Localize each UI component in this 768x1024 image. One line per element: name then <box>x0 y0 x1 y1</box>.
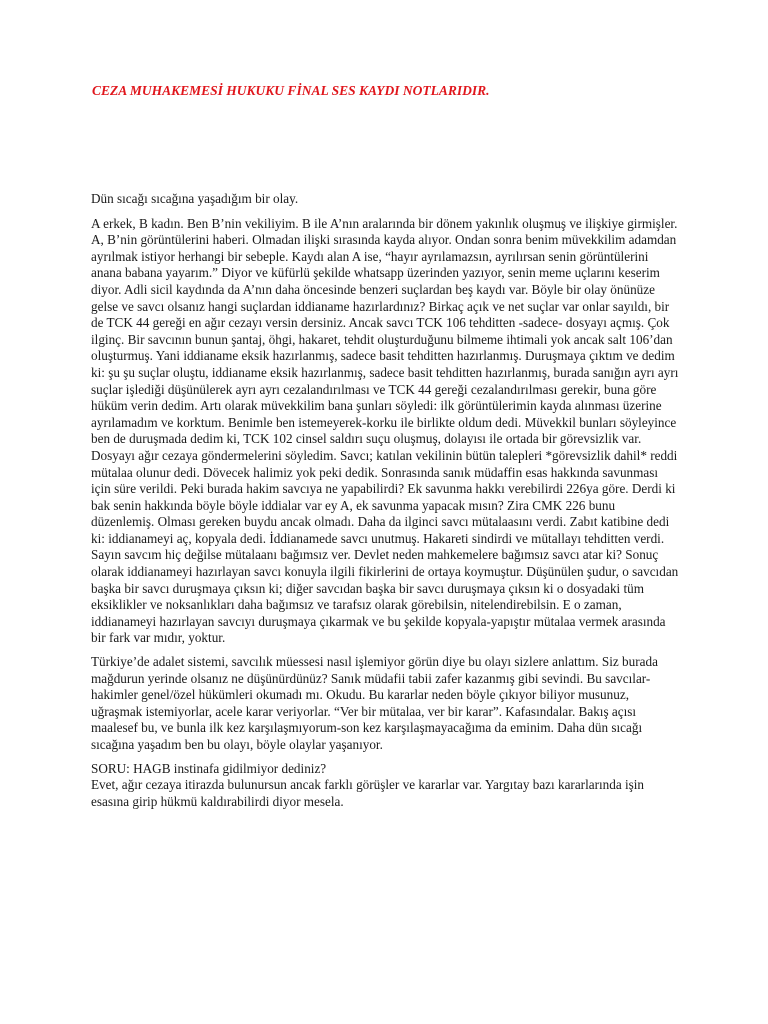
question-line: SORU: HAGB instinafa gidilmiyor dediniz? <box>91 760 327 776</box>
document-title: CEZA MUHAKEMESİ HUKUKU FİNAL SES KAYDI NOTLARIDIR. <box>92 83 490 98</box>
answer-paragraph: Evet, ağır cezaya itirazda bulunursun ancak farklı görüşler ve kararlar var. Yargıtay bazı kararlarında işin esasına girip hükmü kaldırabilirdi diyor mesela. <box>91 777 645 809</box>
paragraph-commentary: Türkiye’de adalet sistemi, savcılık müessesi nasıl işlemiyor görün diye bu olayı sizlere anlattım. Siz burada mağdurun yerinde olsanız ne düşünürdünüz? Sanık müdafii tabii zafer kazanmış gibi sevindi. Bu savcılar-hakimler genel/özel hükümleri okumadı mı. Okudu. Bu kararlar neden böyle çıkıyor biliyor musunuz, uğraşmak istemiyorlar, acele karar veriyorlar. “Ver bir mütalaa, ver bir karar”. Kafasındalar. Bakış açısı maalesef bu, ve bunla ilk kez karşılaşmıyorum-son kez karşılaşmayacağıma da eminim. Daha dün sıcağı sıcağına yaşadım ben bu olayı, böyle olaylar yaşanıyor. <box>91 654 658 752</box>
paragraph-intro: Dün sıcağı sıcağına yaşadığım bir olay. <box>91 191 299 206</box>
document-body <box>91 191 679 817</box>
paragraph-case: A erkek, B kadın. Ben B’nin vekiliyim. B ile A’nın aralarında bir dönem yakınlık oluşmuş ve ilişkiye girmişler. A, B’nin görüntülerini haberi. Olmadan ilişki sırasında kayda alıyor. Ondan sonra benim müvekkilim adamdan ayrılmak istiyor herhangi bir sebeple. Kaydı alan A ise, “hayır ayrılamazsın, ayrılırsan senin görüntülerini anana babana yayarım.” Diyor ve küfürlü şekilde whatsapp üzerinden yazıyor, senin meme uçlarını keserim diyor. Adli sicil kaydında da A’nın daha öncesinde benzeri suçlardan beş kaydı var. Böyle bir olay önünüze gelse ve savcı olsanız hangi suçlardan iddianame hazırlardınız? Birkaç açık ve net suçlar var onlar sayıldı, bir de TCK 44 gereği en ağır cezayı versin dersiniz. Ancak savcı TCK 106 tehditten -sadece- dosyayı açmış. Çok ilginç. Bir savcının bunun şantaj, öhgi, hakaret, tehdit oluşturduğunu bilmeme ihtimali yok ancak salt 106’dan oluşturmuş. Yani iddianame eksik hazırlanmış, sadece basit tehditten hazırlanmış. Duruşmaya çıktım ve dedim ki: şu şu suçlar oluştu, iddianame eksik hazırlanmış, sadece basit tehditten hazırlanmış, burada sanığın ayrı ayrı suçlar işlediği düşünülerek ayrı ayrı cezalandırılması ve TCK 44 gereği cezalandırılması gerekir, buna göre hüküm verin dedim. Artı olarak müvekkilim bana şunları söyledi: ilk görüntülerimin kayda alınması üzerine ayrılamadım ve korktum. Benimle ben istemeyerek-korku ile birlikte oldum dedi. Müvekkil bunları söyleyince ben de duruşmada dedim ki, TCK 102 cinsel saldırı suçu oluşmuş, dolayısı ile ortada bir görevsizlik var. Dosyayı ağır cezaya göndermelerini söyledim. Savcı; katılan vekilinin bütün talepleri *görevsizlik dahil* reddi mütalaa olunur dedi. Dövecek halimiz yok peki dedik. Sonrasında sanık müdaffin esas hakkında savunması için süre verildi. Peki burada hakim savcıya ne yapabilirdi? Ek savunma hakkı verebilirdi 226ya göre. Derdi ki bak senin hakkında böyle böyle iddialar var ey A, ek savunma yapacak mısın? Zira CMK 226 bunu düzenlemiş. Olması gereken buydu ancak olmadı. Daha da ilginci savcı mütalaasını verdi. Zabıt katibine dedi ki: iddianameyi aç, kopyala dedi. İddianamede savcı unutmuş. Hakareti sindirdi ve mütallayı tehditten verdi. Sayın savcım hiç değilse mütalaanı bağımsız ver. Devlet neden mahkemelere bağımsız savcı atar ki? Sonuç olarak iddianameyi hazırlayan savcı konuyla ilgili fikirlerini de ortaya koymuştur. Düşünülen şudur, o savcıdan başka bir savcı duruşmaya çıksın ki; diğer savcıdan başka bir savcı duruşmaya çıksın ki o dosyadaki tüm eksiklikler ve noksanlıkları daha bağımsız ve tarafsız olarak görebilsin, nitelendirebilsin. E o zaman, iddianameyi hazırlayan savcıyı duruşmaya çıkarmak ve bu şekilde kopyala-yapıştır mütalaa vermek arasında bir fark var mıdır, yoktur. <box>91 215 679 646</box>
